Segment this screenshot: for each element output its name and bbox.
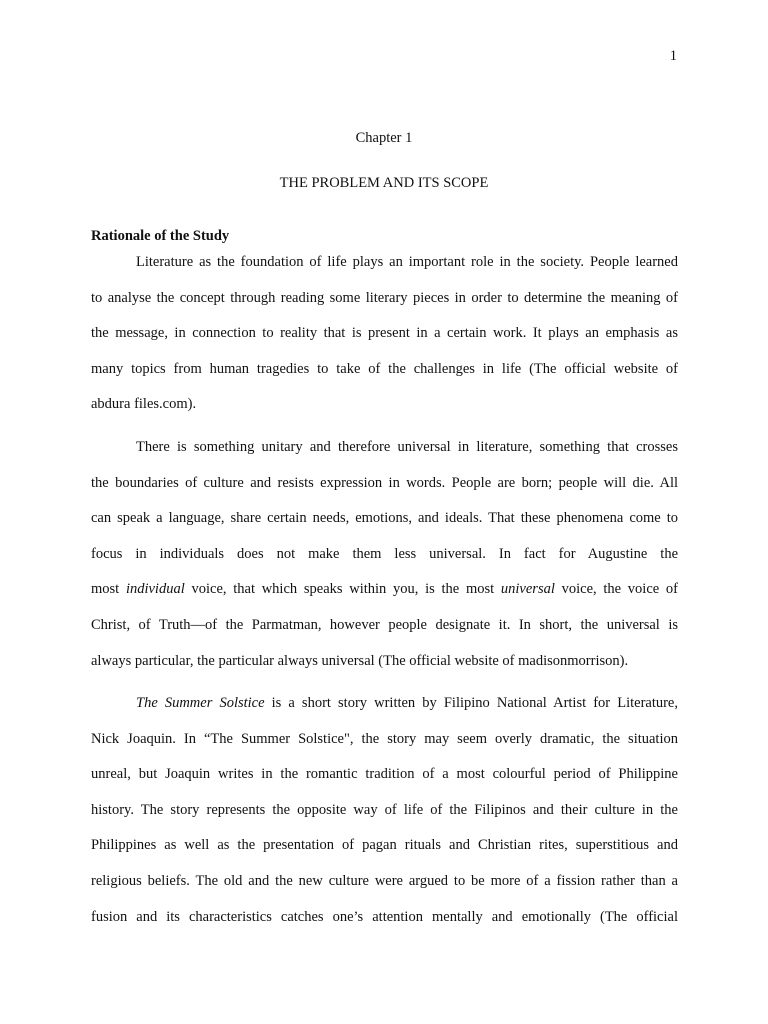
paragraph-3-line: unreal, but Joaquin writes in the romantic tradition of a most colourful period of Philippine	[91, 766, 678, 783]
chapter-title: THE PROBLEM AND ITS SCOPE	[279, 175, 489, 191]
paragraph-2-line: the boundaries of culture and resists expression in words. People are born; people will die. All	[91, 474, 678, 491]
paragraph-2-line: Christ, of Truth—of the Parmatman, however people designate it. In short, the universal is	[91, 616, 678, 633]
paragraph-1-line: many topics from human tragedies to take of the challenges in life (The official website of	[91, 360, 678, 377]
chapter-label: Chapter 1	[355, 130, 413, 146]
paragraph-3-line: history. The story represents the opposite way of life of the Filipinos and their culture in the	[91, 801, 678, 818]
paragraph-2-line: There is something unitary and therefore universal in literature, something that crosses	[136, 439, 678, 455]
paragraph-3-line	[91, 686, 678, 722]
paragraph-1-line: abdura files.com).	[91, 396, 197, 413]
paragraph-2-line: always particular, the particular always universal (The official website of madisonmorrison).	[91, 652, 629, 669]
paragraph-1-line: to analyse the concept through reading some literary pieces in order to determine the meaning of	[91, 289, 678, 306]
paragraph-3	[91, 686, 678, 935]
paragraph-3-line: Nick Joaquin. In “The Summer Solstice", the story may seem overly dramatic, the situation	[91, 730, 678, 747]
paragraph-2-line: can speak a language, share certain needs, emotions, and ideals. That these phenomena come to	[91, 510, 678, 527]
paragraph-3-line: Philippines as well as the presentation of pagan rituals and Christian rites, superstitious and	[91, 837, 678, 854]
italic-term-universal: universal	[500, 581, 555, 598]
line-text: most	[91, 581, 126, 598]
line-text: voice, the voice of	[554, 581, 679, 598]
line-text: is a short story written by Filipino National Artist for Literature,	[264, 695, 678, 711]
italic-term-individual: individual	[125, 581, 185, 598]
paragraph-3-line: fusion and its characteristics catches one’s attention mentally and emotionally (The official	[91, 908, 678, 925]
paragraph-2-line: focus in individuals does not make them less universal. In fact for Augustine the	[91, 545, 678, 562]
paragraph-1-line: the message, in connection to reality that is present in a certain work. It plays an emphasis as	[91, 325, 678, 342]
paragraph-3-line: religious beliefs. The old and the new culture were argued to be more of a fission rather than a	[91, 872, 678, 889]
paragraph-1-line: Literature as the foundation of life plays an important role in the society. People learned	[136, 254, 678, 270]
paragraph-2	[91, 430, 678, 679]
italic-title-summer-solstice: The Summer Solstice	[136, 695, 265, 711]
section-heading: Rationale of the Study	[91, 228, 230, 244]
paragraph-2-line	[91, 572, 678, 608]
line-text: voice, that which speaks within you, is the most	[184, 581, 501, 598]
page-number: 1	[669, 48, 677, 64]
paragraph-1	[91, 245, 678, 423]
